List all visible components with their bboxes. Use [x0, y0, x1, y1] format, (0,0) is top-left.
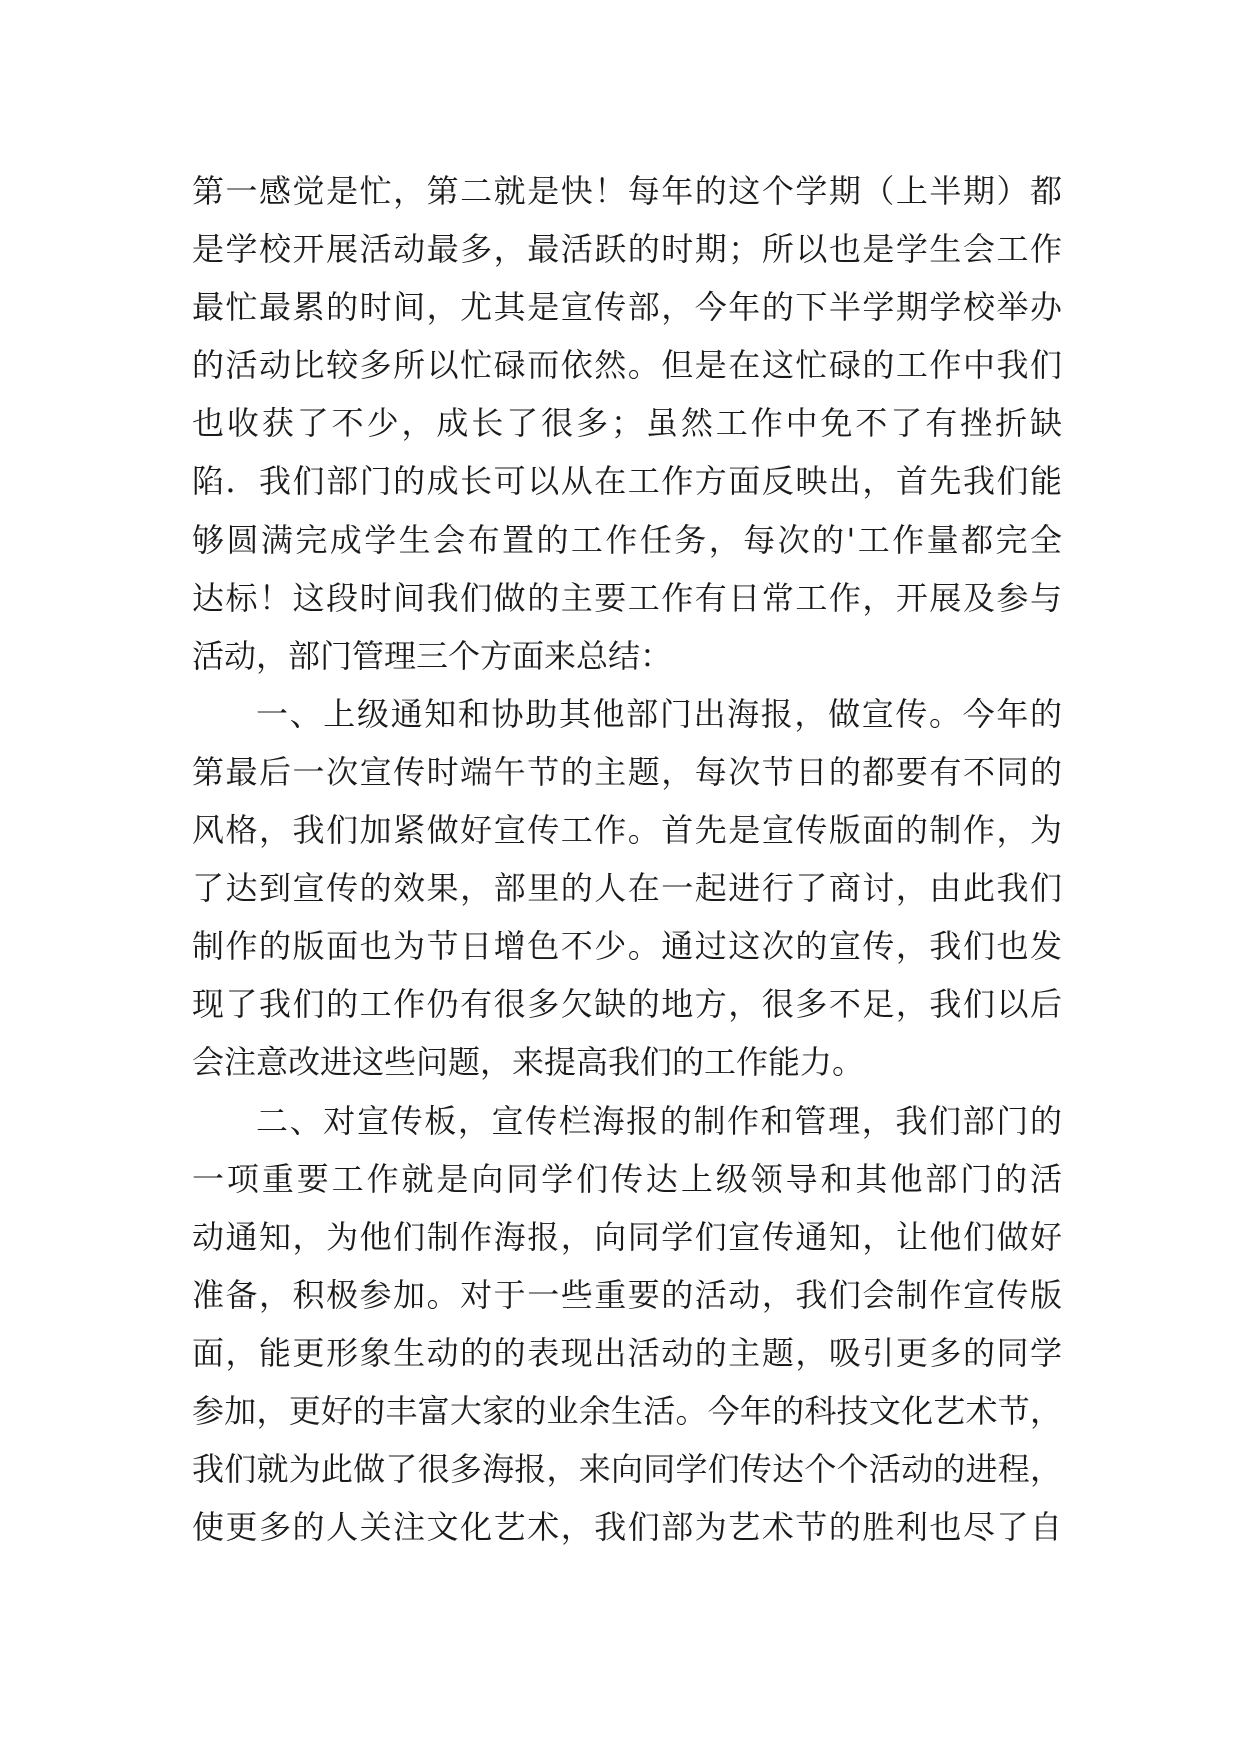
text-line: 一项重要工作就是向同学们传达上级领导和其他部门的活	[192, 1159, 1062, 1198]
text-line: 的活动比较多所以忙碌而依然。但是在这忙碌的工作中我们	[192, 346, 1062, 385]
text-line: 是学校开展活动最多，最活跃的时期；所以也是学生会工作	[192, 230, 1062, 269]
text-line: 风格，我们加紧做好宣传工作。首先是宣传版面的制作，为	[192, 811, 1062, 850]
text-line: 陷．我们部门的成长可以从在工作方面反映出，首先我们能	[192, 462, 1062, 501]
text-line: 第一感觉是忙，第二就是快！每年的这个学期（上半期）都	[192, 172, 1062, 210]
text-line: 我们就为此做了很多海报，来向同学们传达个个活动的进程，	[192, 1450, 1062, 1489]
text-line: 够圆满完成学生会布置的工作任务，每次的'工作量都完全	[192, 520, 1062, 559]
text-line: 达标！这段时间我们做的主要工作有日常工作，开展及参与	[192, 578, 1062, 617]
text-line: 使更多的人关注文化艺术，我们部为艺术节的胜利也尽了自	[192, 1508, 1062, 1547]
text-line: 现了我们的工作仍有很多欠缺的地方，很多不足，我们以后	[192, 985, 1062, 1024]
text-line: 会注意改进这些问题，来提高我们的工作能力。	[192, 1043, 865, 1082]
text-line: 参加，更好的丰富大家的业余生活。今年的科技文化艺术节，	[192, 1391, 1062, 1430]
text-line: 了达到宣传的效果，部里的人在一起进行了商讨，由此我们	[192, 869, 1062, 908]
text-line: 二、对宣传板，宣传栏海报的制作和管理，我们部门的	[256, 1101, 1062, 1140]
text-line: 准备，积极参加。对于一些重要的活动，我们会制作宣传版	[192, 1275, 1062, 1314]
text-line: 制作的版面也为节日增色不少。通过这次的宣传，我们也发	[192, 927, 1062, 966]
text-line: 也收获了不少，成长了很多；虽然工作中免不了有挫折缺	[192, 404, 1062, 443]
text-line: 面，能更形象生动的的表现出活动的主题，吸引更多的同学	[192, 1333, 1062, 1372]
body-text	[192, 162, 1062, 1556]
text-line: 活动，部门管理三个方面来总结：	[192, 636, 673, 675]
text-line: 最忙最累的时间，尤其是宣传部，今年的下半学期学校举办	[192, 288, 1062, 327]
text-line: 第最后一次宣传时端午节的主题，每次节日的都要有不同的	[192, 752, 1062, 791]
text-line: 一、上级通知和协助其他部门出海报，做宣传。今年的	[256, 694, 1062, 733]
text-line: 动通知，为他们制作海报，向同学们宣传通知，让他们做好	[192, 1217, 1062, 1256]
